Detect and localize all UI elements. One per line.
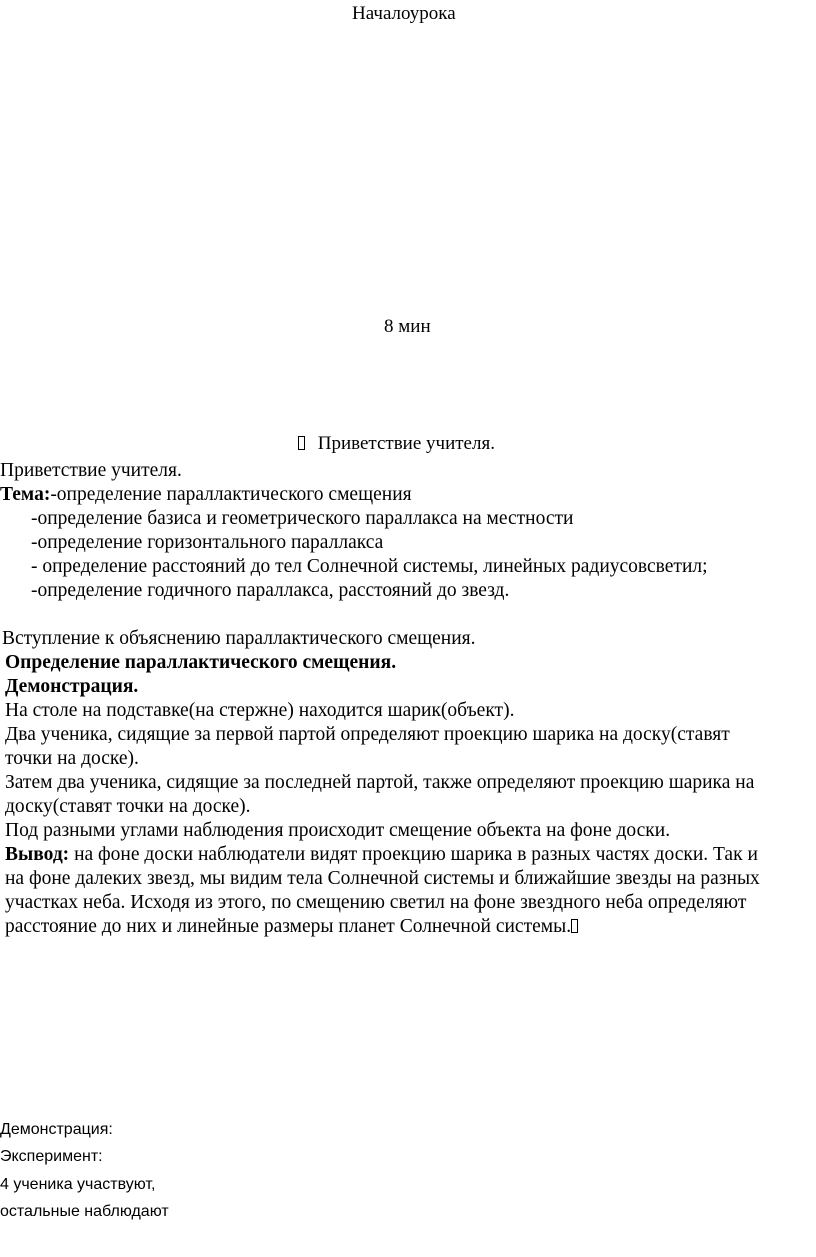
footer-note: Эксперимент:: [0, 1148, 103, 1165]
greeting-bullet: [298, 432, 495, 456]
missing-glyph-icon: [571, 919, 578, 933]
topic-item: -определение базиса и геометрического параллакса на местности: [31, 508, 574, 529]
greeting-bullet-text: Приветствие учителя.: [317, 433, 495, 454]
conclusion-text: на фоне доски наблюдатели видят проекцию шарика в разных частях доски. Так и: [69, 844, 758, 865]
lesson-line: На столе на подставке(на стержне) находится шарик(объект).: [5, 700, 515, 721]
lesson-line: Под разными углами наблюдения происходит смещение объекта на фоне доски.: [5, 820, 671, 841]
footer-note: 4 ученика участвуют,: [0, 1176, 156, 1193]
lesson-line: Два ученика, сидящие за первой партой определяют проекцию шарика на доску(ставят: [5, 724, 730, 745]
page-title: Началоурока: [352, 3, 456, 24]
conclusion-line: на фоне далеких звезд, мы видим тела Солнечной системы и ближайшие звезды на разных: [5, 868, 760, 889]
duration-label: 8 мин: [384, 316, 431, 337]
conclusion-text: расстояние до них и линейные размеры планет Солнечной системы.: [5, 916, 572, 937]
lesson-line: Затем два ученика, сидящие за последней партой, также определяют проекцию шарика на: [5, 772, 755, 793]
lesson-block: [2, 627, 760, 939]
conclusion-label: Вывод:: [5, 844, 70, 865]
topic-item: -определение годичного параллакса, расстояний до звезд.: [31, 580, 510, 601]
topic-line: [0, 483, 708, 507]
footer-note: Демонстрация:: [0, 1121, 113, 1138]
footer-note: остальные наблюдают: [0, 1203, 169, 1220]
topic-block: [0, 459, 708, 603]
topic-item: - определение расстояний до тел Солнечной системы, линейных радиусовсветил;: [31, 556, 708, 577]
topic-item: -определение горизонтального параллакса: [31, 532, 384, 553]
lesson-line: точки на доске).: [5, 748, 139, 769]
topic-label: Тема:: [0, 484, 51, 505]
lesson-line: доску(ставят точки на доске).: [5, 796, 251, 817]
lesson-intro: Вступление к объяснению параллактического смещения.: [2, 628, 476, 649]
demo-heading: Демонстрация.: [5, 676, 139, 697]
conclusion-line: [2, 915, 760, 939]
topic-first-item: -определение параллактического смещения: [50, 484, 412, 505]
conclusion-line: [2, 843, 760, 867]
greeting-text: Приветствие учителя.: [0, 460, 182, 481]
conclusion-line: участках неба. Исходя из этого, по смещению светил на фоне звездного неба определяют: [5, 892, 747, 913]
missing-glyph-icon: [298, 436, 305, 450]
definition-heading: Определение параллактического смещения.: [5, 652, 397, 673]
